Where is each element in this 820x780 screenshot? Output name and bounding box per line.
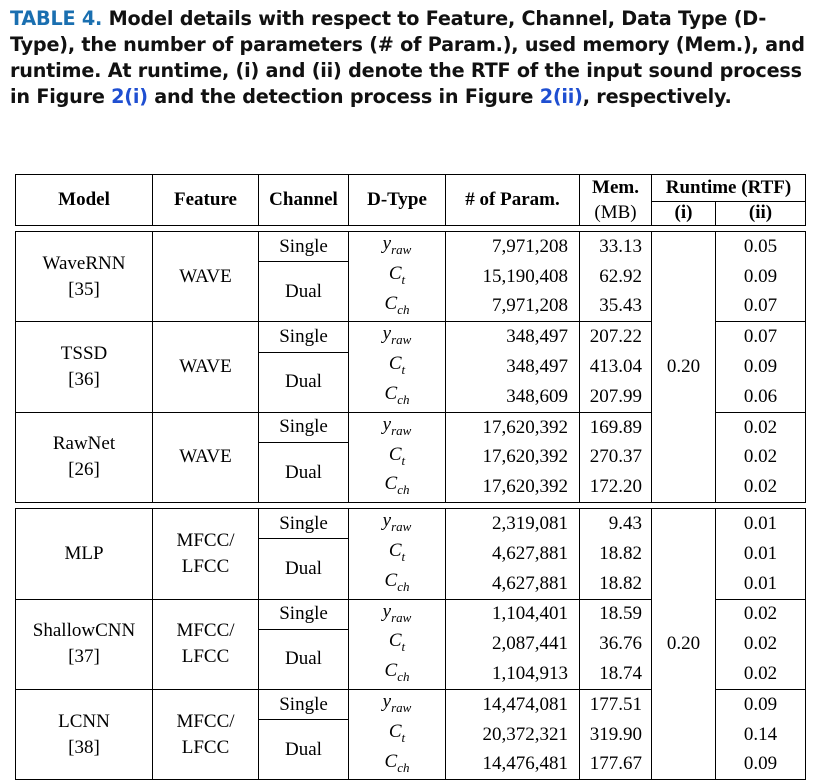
dtype-symbol: C [384, 569, 398, 591]
dtype-subscript: ch [397, 578, 410, 594]
dtype-symbol: C [388, 539, 402, 561]
header-dtype: D-Type [349, 175, 446, 226]
caption-text-3: , respectively. [582, 85, 732, 108]
header-channel: Channel [259, 175, 349, 226]
model-details-table [15, 174, 805, 780]
runtime-ii-cell: 0.02 [743, 633, 778, 655]
dtype-subscript: raw [391, 332, 412, 348]
table-caption [10, 6, 810, 110]
model-ref: [35] [68, 278, 100, 300]
channel-single: Single [259, 322, 349, 352]
dtype-symbol: y [382, 690, 392, 712]
mem-cell: 33.13 [580, 232, 652, 262]
params-cell: 7,971,208 [446, 232, 580, 262]
mem-cell: 9.43 [580, 509, 652, 539]
dtype-symbol: C [384, 382, 398, 404]
channel-dual: Dual [259, 629, 349, 689]
mem-cell: 270.37 [580, 443, 652, 473]
dtype-cell [349, 443, 446, 473]
dtype-cell [349, 382, 446, 412]
dtype-symbol: C [384, 660, 398, 682]
dtype-symbol: C [384, 292, 398, 314]
feature-label-2: LFCC [181, 555, 230, 577]
dtype-cell [349, 322, 446, 352]
caption-text-2: and the detection process in Figure [147, 85, 540, 108]
dtype-subscript: raw [391, 422, 412, 438]
dtype-subscript: ch [397, 759, 410, 775]
params-cell: 2,319,081 [446, 509, 580, 539]
mem-cell: 319.90 [580, 720, 652, 750]
dtype-subscript: ch [397, 301, 410, 317]
header-mem: Mem. [580, 175, 652, 202]
dtype-subscript: t [401, 548, 406, 564]
mem-cell: 62.92 [580, 262, 652, 292]
mem-cell: 413.04 [580, 352, 652, 382]
figure-ref-i[interactable]: 2(i) [111, 85, 148, 108]
params-cell: 4,627,881 [446, 569, 580, 599]
runtime-ii-cell: 0.01 [716, 569, 806, 599]
dtype-subscript: t [401, 452, 406, 468]
feature-cell [153, 322, 259, 412]
dtype-cell [349, 599, 446, 629]
model-ref: [26] [68, 459, 100, 481]
params-cell: 4,627,881 [446, 539, 580, 569]
table-group-spectral [15, 508, 806, 780]
feature-label: WAVE [179, 356, 232, 378]
feature-label: WAVE [179, 446, 232, 468]
model-ref: [36] [68, 369, 100, 391]
params-cell: 17,620,392 [446, 412, 580, 442]
dtype-subscript: raw [391, 609, 412, 625]
model-name: TSSD [60, 343, 108, 365]
dtype-cell [349, 569, 446, 599]
feature-label-2: LFCC [181, 646, 230, 668]
dtype-cell [349, 472, 446, 502]
header-mem-unit: (MB) [580, 201, 652, 226]
runtime-i-cell: 0.20 [652, 509, 716, 780]
model-ref: [38] [68, 736, 100, 758]
runtime-ii-cell: 0.01 [743, 513, 778, 535]
params-cell: 14,476,481 [446, 750, 580, 780]
runtime-ii-cell: 0.09 [743, 356, 778, 378]
dtype-subscript: t [401, 639, 406, 655]
feature-label: MFCC/ [176, 710, 235, 732]
channel-dual: Dual [259, 443, 349, 503]
mem-cell: 18.59 [580, 599, 652, 629]
params-cell: 348,609 [446, 382, 580, 412]
params-cell: 17,620,392 [446, 443, 580, 473]
feature-label-2: LFCC [181, 736, 230, 758]
dtype-symbol: C [388, 262, 402, 284]
header-runtime-ii: (ii) [748, 202, 773, 224]
dtype-cell [349, 629, 446, 659]
model-name-cell [16, 412, 153, 502]
mem-cell: 169.89 [580, 412, 652, 442]
channel-single: Single [259, 599, 349, 629]
dtype-subscript: raw [391, 699, 412, 715]
caption-text-1: Model details with respect to Feature, Channel, Data Type (D-Type), the number of parameters (# of Param.), used memory (Mem.), and runtime. At runtime, (i) and (ii) denote the RTF of the input sound process in Figure [10, 7, 805, 108]
params-cell: 1,104,401 [446, 599, 580, 629]
model-name-cell [16, 232, 153, 322]
header-runtime: Runtime (RTF) [652, 175, 806, 202]
dtype-symbol: y [382, 413, 392, 435]
params-cell: 14,474,081 [446, 689, 580, 719]
mem-cell: 177.51 [580, 689, 652, 719]
feature-cell [153, 412, 259, 502]
feature-label: MFCC/ [176, 620, 235, 642]
runtime-ii-cell: 0.07 [743, 326, 778, 348]
dtype-subscript: ch [397, 668, 410, 684]
mem-cell: 18.82 [580, 569, 652, 599]
table-group-raw [15, 231, 806, 503]
model-name-cell [16, 599, 153, 689]
params-cell: 20,372,321 [446, 720, 580, 750]
dtype-symbol: C [388, 630, 402, 652]
dtype-subscript: t [401, 271, 406, 287]
model-name-cell [16, 322, 153, 412]
runtime-ii-cell: 0.02 [743, 476, 778, 498]
dtype-symbol: C [388, 443, 402, 465]
header-params: # of Param. [446, 175, 580, 226]
model-name: LCNN [58, 710, 110, 732]
dtype-subscript: ch [397, 391, 410, 407]
feature-cell [153, 689, 259, 779]
dtype-cell [349, 659, 446, 689]
runtime-ii-cell: 0.14 [743, 723, 778, 745]
runtime-ii-cell: 0.01 [743, 542, 778, 564]
dtype-subscript: ch [397, 482, 410, 498]
runtime-ii-cell: 0.09 [743, 265, 778, 287]
channel-single: Single [259, 689, 349, 719]
params-cell: 2,087,441 [446, 629, 580, 659]
dtype-cell [349, 232, 446, 262]
dtype-symbol: C [384, 473, 398, 495]
dtype-cell [349, 720, 446, 750]
runtime-ii-cell: 0.02 [743, 446, 778, 468]
model-name-cell [16, 689, 153, 779]
mem-cell: 36.76 [580, 629, 652, 659]
model-ref: [37] [68, 646, 100, 668]
runtime-ii-cell: 0.06 [716, 382, 806, 412]
mem-cell: 18.74 [580, 659, 652, 689]
dtype-symbol: C [384, 750, 398, 772]
table-row [16, 509, 806, 539]
params-cell: 7,971,208 [446, 292, 580, 322]
model-name: MLP [64, 542, 104, 564]
channel-single: Single [259, 412, 349, 442]
feature-label: WAVE [179, 265, 232, 287]
dtype-symbol: y [382, 323, 392, 345]
dtype-cell [349, 689, 446, 719]
dtype-cell [349, 509, 446, 539]
channel-dual: Dual [259, 352, 349, 412]
runtime-i-cell: 0.20 [652, 232, 716, 503]
runtime-ii-cell: 0.05 [743, 235, 778, 257]
feature-cell [153, 509, 259, 599]
runtime-ii-cell: 0.02 [743, 603, 778, 625]
mem-cell: 35.43 [580, 292, 652, 322]
dtype-subscript: t [401, 361, 406, 377]
params-cell: 348,497 [446, 352, 580, 382]
channel-single: Single [259, 232, 349, 262]
dtype-cell [349, 412, 446, 442]
params-cell: 1,104,913 [446, 659, 580, 689]
header-runtime-i: (i) [652, 201, 716, 226]
runtime-ii-cell: 0.07 [716, 292, 806, 322]
caption-label: TABLE 4. [10, 7, 103, 30]
dtype-symbol: y [382, 510, 392, 532]
table-row [16, 232, 806, 262]
dtype-symbol: C [388, 720, 402, 742]
channel-dual: Dual [259, 720, 349, 780]
figure-ref-ii[interactable]: 2(ii) [539, 85, 583, 108]
dtype-cell [349, 262, 446, 292]
model-name: RawNet [52, 433, 116, 455]
header-feature: Feature [153, 175, 259, 226]
runtime-ii-cell: 0.02 [743, 416, 778, 438]
mem-cell: 177.67 [580, 750, 652, 780]
dtype-cell [349, 750, 446, 780]
channel-dual: Dual [259, 262, 349, 322]
feature-cell [153, 232, 259, 322]
header-model: Model [16, 175, 153, 226]
params-cell: 348,497 [446, 322, 580, 352]
feature-cell [153, 599, 259, 689]
dtype-cell [349, 352, 446, 382]
params-cell: 17,620,392 [446, 472, 580, 502]
runtime-ii-cell: 0.02 [716, 659, 806, 689]
dtype-cell [349, 539, 446, 569]
dtype-symbol: C [388, 353, 402, 375]
dtype-subscript: t [401, 729, 406, 745]
channel-single: Single [259, 509, 349, 539]
table-header [15, 174, 806, 226]
dtype-subscript: raw [391, 518, 412, 534]
feature-label: MFCC/ [176, 529, 235, 551]
dtype-cell [349, 292, 446, 322]
runtime-ii-cell: 0.09 [743, 693, 778, 715]
dtype-symbol: y [382, 600, 392, 622]
runtime-ii-cell: 0.09 [743, 753, 778, 775]
dtype-symbol: y [382, 233, 392, 254]
params-cell: 15,190,408 [446, 262, 580, 292]
mem-cell: 172.20 [580, 472, 652, 502]
mem-cell: 207.99 [580, 382, 652, 412]
model-name: ShallowCNN [32, 620, 136, 642]
model-name-cell [16, 509, 153, 599]
dtype-subscript: raw [391, 241, 412, 257]
mem-cell: 18.82 [580, 539, 652, 569]
mem-cell: 207.22 [580, 322, 652, 352]
channel-dual: Dual [259, 539, 349, 599]
model-name: WaveRNN [42, 252, 126, 274]
